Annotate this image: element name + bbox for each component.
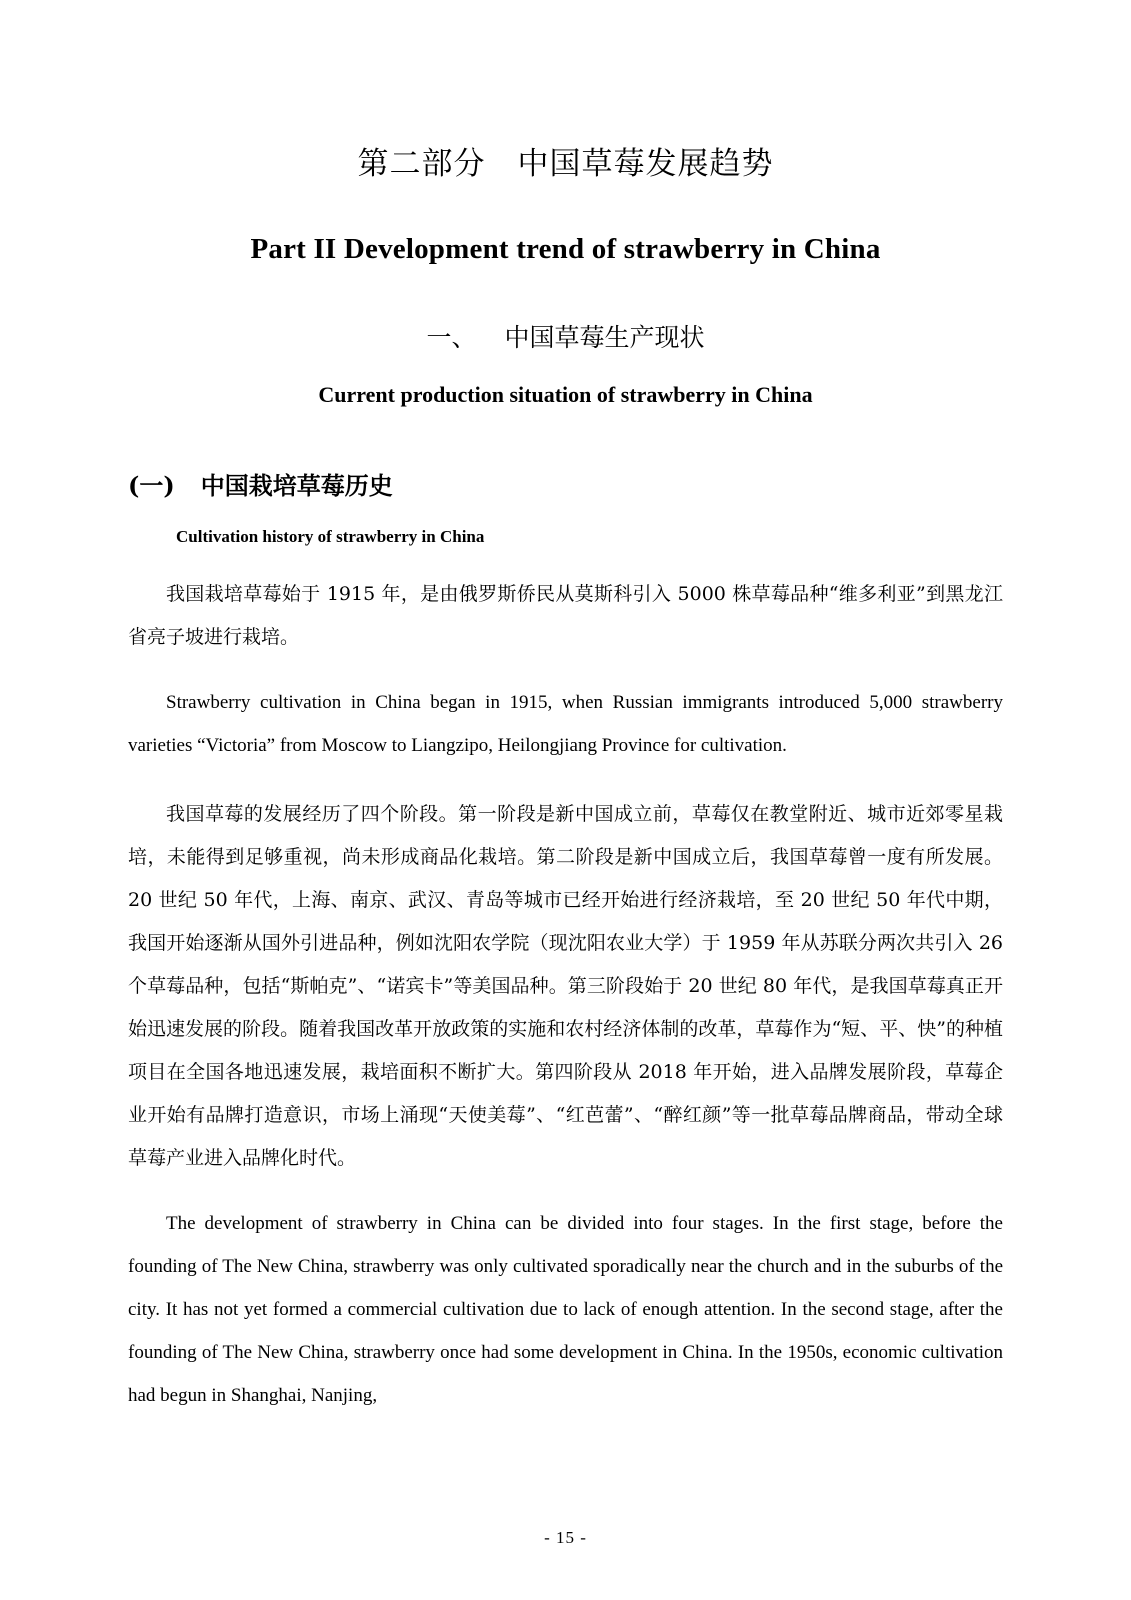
page-footer — [0, 1528, 1131, 1548]
paragraph-2-chinese: 我国草莓的发展经历了四个阶段。第一阶段是新中国成立前，草莓仅在教堂附近、城市近郊零星栽培，未能得到足够重视，尚未形成商品化栽培。第二阶段是新中国成立后，我国草莓曾一度有所发展。20 世纪 50 年代，上海、南京、武汉、青岛等城市已经开始进行经济栽培，至 20 世纪 50 年代中期，我国开始逐渐从国外引进品种，例如沈阳农学院（现沈阳农业大学）于 1959 年从苏联分两次共引入 26 个草莓品种，包括“斯帕克”、“诺宾卡”等美国品种。第三阶段始于 20 世纪 80 年代，是我国草莓真正开始迅速发展的阶段。随着我国改革开放政策的实施和农村经济体制的改革，草莓作为“短、平、快”的种植项目在全国各地迅速发展，栽培面积不断扩大。第四阶段从 2018 年开始，进入品牌发展阶段，草莓企业开始有品牌打造意识，市场上涌现“天使美莓”、“红芭蕾”、“醉红颜”等一批草莓品牌商品，带动全球草莓产业进入品牌化时代。 — [128, 803, 1003, 1169]
subsection-heading-chinese — [128, 466, 1003, 501]
subsection-heading-chinese-text: 中国栽培草莓历史 — [200, 471, 393, 500]
page-number: - 15 - — [544, 1528, 587, 1547]
paragraph-1-english: Strawberry cultivation in China began in 1915, when Russian immigrants introduced 5,000 strawberry varieties “Victoria” from Moscow to Liangzipo, Heilongjiang Province for cultivation. — [128, 692, 1003, 756]
section-heading-english: Current production situation of strawberry in China — [318, 382, 813, 407]
subsection-heading-english: Cultivation history of strawberry in China — [176, 527, 485, 546]
page-title-chinese: 第二部分 中国草莓发展趋势 — [357, 146, 774, 182]
page-title-english: Part II Development trend of strawberry in China — [250, 233, 881, 265]
section-number: 一、 — [426, 323, 477, 352]
section-heading-chinese-text: 中国草莓生产现状 — [504, 323, 705, 352]
section-heading-chinese — [128, 318, 1003, 354]
subsection-label: (一) — [128, 471, 175, 500]
paragraph-2-english: The development of strawberry in China can be divided into four stages. In the first stage, before the founding of The New China, strawberry was only cultivated sporadically near the church and in the suburbs of the city. It has not yet formed a commercial cultivation due to lack of enough attention. In the second stage, after the founding of The New China, strawberry once had some development in China. In the 1950s, economic cultivation had begun in Shanghai, Nanjing, — [128, 1213, 1003, 1406]
paragraph-1-chinese: 我国栽培草莓始于 1915 年，是由俄罗斯侨民从莫斯科引入 5000 株草莓品种“维多利亚”到黑龙江省亮子坡进行栽培。 — [128, 583, 1003, 648]
